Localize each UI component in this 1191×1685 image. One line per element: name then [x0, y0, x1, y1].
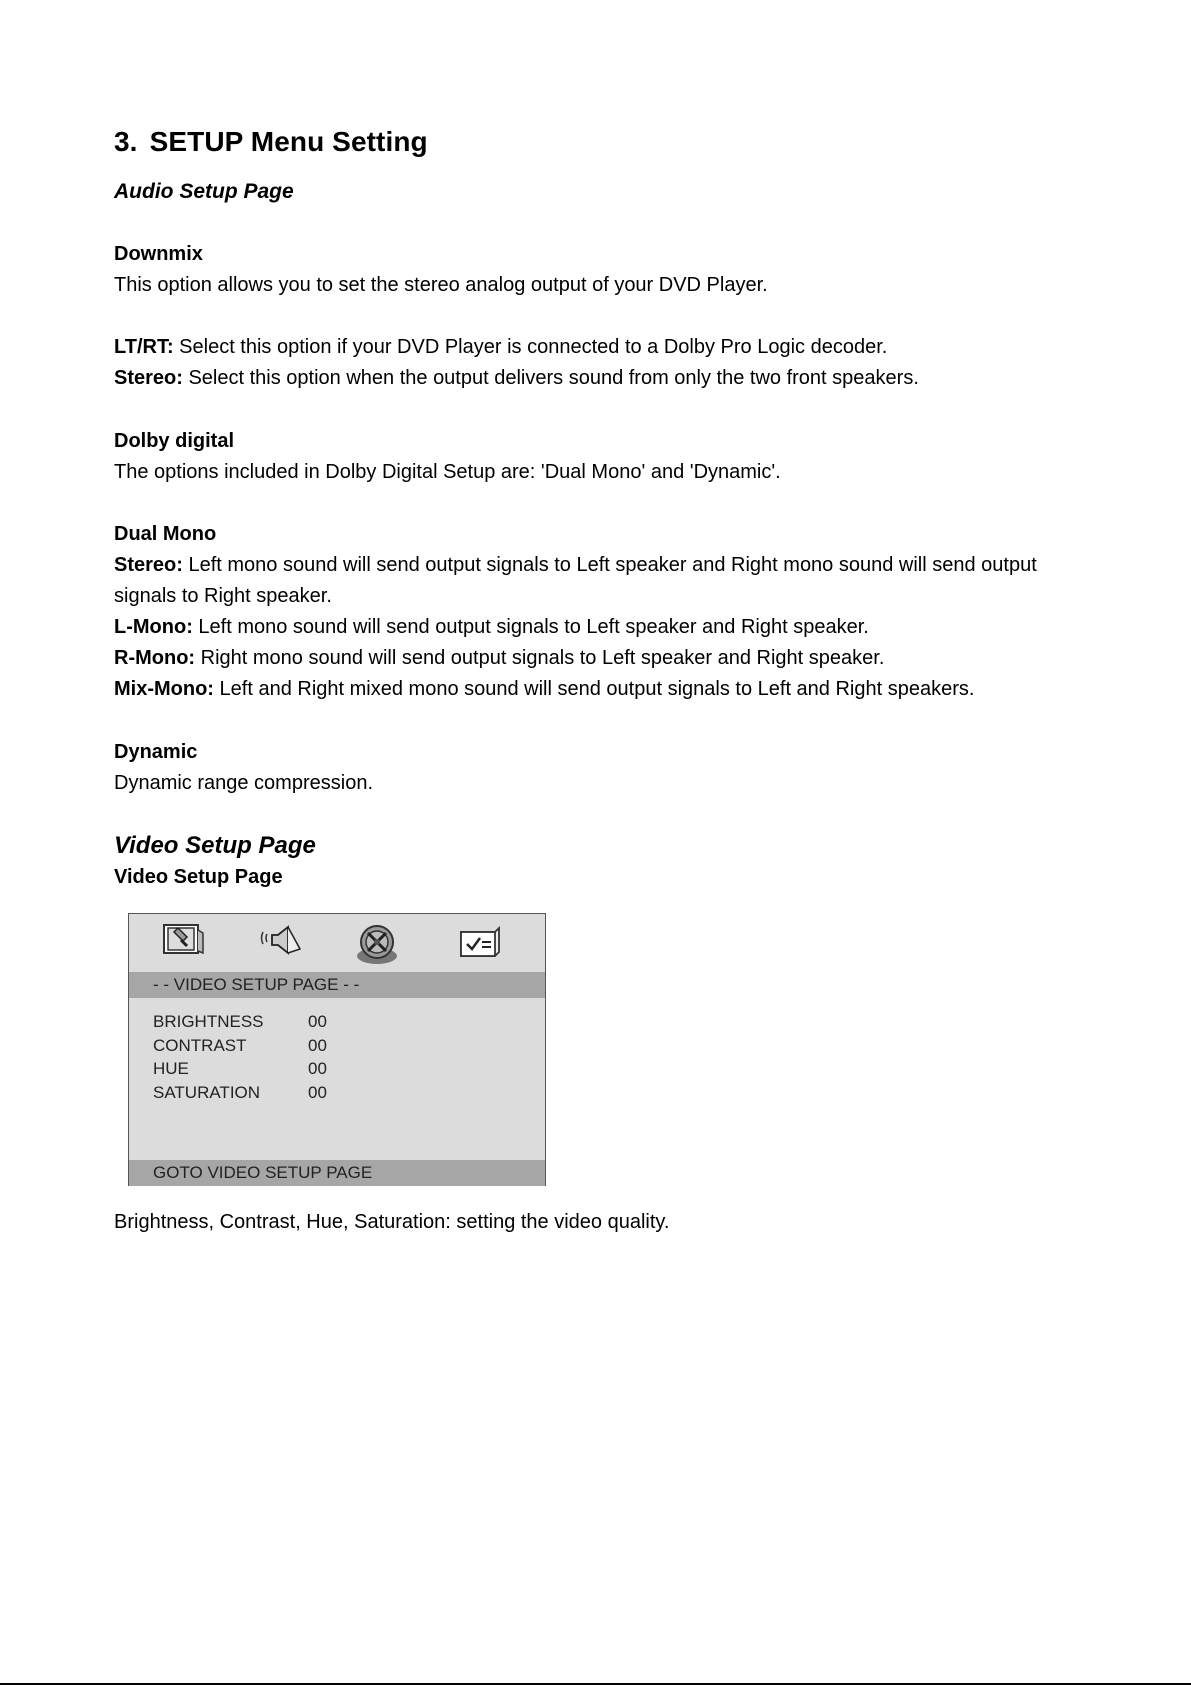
osd-row-value: 00	[308, 1035, 327, 1055]
osd-row-label: BRIGHTNESS	[153, 1012, 264, 1031]
osd-row-label: SATURATION	[153, 1082, 261, 1102]
osd-row-label: CONTRAST	[153, 1035, 247, 1055]
osd-row-brightness[interactable]	[153, 1010, 327, 1034]
osd-row-hue[interactable]	[153, 1057, 327, 1081]
lmono-text: Left mono sound will send output signals to Left speaker and Right speaker.	[192, 616, 869, 638]
dolby-digital-heading: Dolby digital	[114, 430, 234, 452]
osd-row-label: HUE	[153, 1059, 189, 1078]
mixmono-label: Mix-Mono:	[114, 678, 214, 700]
osd-row-saturation[interactable]	[153, 1081, 327, 1105]
video-disc-icon	[353, 922, 401, 968]
dual-mono-stereo-continuation: signals to Right speaker.	[114, 585, 332, 607]
downmix-stereo-line	[114, 367, 919, 390]
dual-mono-stereo-text: Left mono sound will send output signals to Left speaker and Right mono sound will send output	[182, 554, 1037, 576]
downmix-heading: Downmix	[114, 243, 203, 265]
lmono-line	[114, 616, 869, 639]
dolby-digital-description: The options included in Dolby Digital Setup are: 'Dual Mono' and 'Dynamic'.	[114, 461, 781, 483]
ltrt-text: Select this option if your DVD Player is connected to a Dolby Pro Logic decoder.	[173, 336, 888, 358]
osd-icon-bar	[129, 914, 545, 972]
mixmono-text: Left and Right mixed mono sound will send output signals to Left and Right speakers.	[213, 678, 975, 700]
downmix-description: This option allows you to set the stereo analog output of your DVD Player.	[114, 274, 768, 296]
dual-mono-stereo-line	[114, 554, 1037, 577]
lmono-label: L-Mono:	[114, 616, 193, 638]
section-heading	[114, 126, 428, 158]
osd-row-value: 00	[308, 1082, 327, 1102]
audio-speaker-icon	[259, 922, 305, 958]
rmono-line	[114, 647, 884, 670]
general-setup-icon	[161, 922, 207, 958]
video-setup-caption: Brightness, Contrast, Hue, Saturation: setting the video quality.	[114, 1211, 670, 1233]
mixmono-line	[114, 678, 974, 701]
audio-setup-page-title: Audio Setup Page	[114, 180, 294, 203]
dynamic-heading: Dynamic	[114, 741, 198, 763]
osd-status-footer: GOTO VIDEO SETUP PAGE	[129, 1160, 545, 1186]
osd-page-header: - - VIDEO SETUP PAGE - -	[129, 972, 545, 998]
rmono-text: Right mono sound will send output signals to Left speaker and Right speaker.	[195, 647, 885, 669]
rmono-label: R-Mono:	[114, 647, 196, 669]
video-setup-page-subtitle: Video Setup Page	[114, 866, 283, 888]
dual-mono-heading: Dual Mono	[114, 523, 217, 545]
osd-settings-list	[153, 1010, 327, 1104]
video-setup-osd-screen	[128, 913, 546, 1186]
osd-row-contrast[interactable]	[153, 1034, 327, 1058]
section-number: 3.	[114, 126, 138, 157]
downmix-stereo-text: Select this option when the output delivers sound from only the two front speakers.	[182, 367, 919, 389]
section-title: SETUP Menu Setting	[149, 126, 428, 157]
preference-check-icon	[457, 922, 503, 958]
dual-mono-stereo-label: Stereo:	[114, 554, 183, 576]
downmix-stereo-label: Stereo:	[114, 367, 183, 389]
dynamic-description: Dynamic range compression.	[114, 772, 373, 794]
video-setup-page-title: Video Setup Page	[114, 832, 316, 859]
osd-row-value: 00	[308, 1012, 327, 1031]
ltrt-label: LT/RT:	[114, 336, 174, 358]
ltrt-line	[114, 336, 887, 359]
osd-row-value: 00	[308, 1059, 327, 1078]
